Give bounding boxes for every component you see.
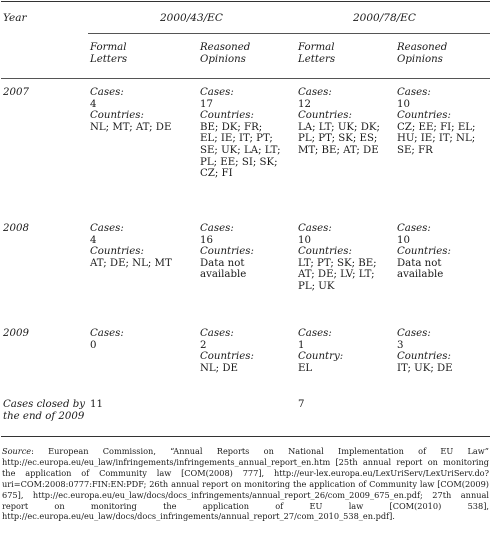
- countries-label: Countries:: [298, 110, 352, 122]
- countries-list-line: PL; EE; SI; SK;: [200, 156, 278, 168]
- table-cell: [90, 328, 124, 351]
- cases-count: 1: [298, 339, 305, 351]
- header-directive-2000-43: 2000/43/EC: [160, 12, 223, 24]
- table-cell: [298, 328, 343, 374]
- header-reasoned-opinions-1: Reasoned Opinions: [200, 42, 251, 65]
- countries-list-line: AT; DE; LV; LT;: [298, 269, 375, 281]
- table-cell: [90, 223, 172, 269]
- cases-label: Cases:: [90, 328, 124, 339]
- header-formal-letters-1: Formal Letters: [90, 42, 128, 65]
- table-cell: [397, 328, 453, 374]
- countries-label: Countries:: [200, 246, 254, 258]
- countries-list-line: AT; DE; NL; MT: [90, 257, 172, 269]
- table-cell: [298, 87, 380, 157]
- cases-label: Cases:: [200, 87, 234, 98]
- countries-list-line: HU; IE; IT; NL;: [397, 133, 476, 145]
- countries-list-line: PL; UK: [298, 280, 335, 292]
- countries-label: Countries:: [90, 246, 144, 258]
- countries-list-line: PL; PT; SK; ES;: [298, 133, 378, 145]
- cases-count: 10: [397, 98, 410, 110]
- countries-list-line: NL; DE: [200, 362, 238, 374]
- header-formal-letters-2: Formal Letters: [298, 42, 336, 65]
- countries-list-line: available: [200, 269, 247, 281]
- table-cell: [200, 87, 281, 180]
- cases-label: Cases:: [90, 87, 124, 98]
- cases-label: Cases:: [397, 87, 431, 98]
- header-rule: [1, 78, 490, 79]
- cases-count: 4: [90, 234, 97, 246]
- row-year: 2007: [3, 87, 29, 98]
- top-rule: [1, 1, 490, 2]
- source-text: : European Commission, “Annual Reports on National Implementation of EU Law” http://ec.europa.eu/eu_law/infringements/infringements_annual_report_en.htm [25th annual report on monitoring the application of Community law [COM(2008) 777], http://eur-lex.europa.eu/LexUriServ/LexUriServ.do?uri=COM:2008:0777:FIN:EN:PDF; 26th annual report on monitoring the application of Community law [COM(2009) 675], http://ec.europa.eu/eu_law/docs/docs_infringements/annual_report_26/com_2009_675_en.pdf; 27th annual report on monitoring the application of EU law [COM(2010) 538], http://ec.europa.eu/eu_law/docs/docs_infringements/annual_report_27/com_2010_538_en.pdf].: [2, 446, 489, 522]
- countries-label: Countries:: [397, 110, 451, 122]
- countries-label: Countries:: [397, 351, 451, 363]
- cases-count: 4: [90, 98, 97, 110]
- row-year: 2008: [3, 223, 29, 234]
- countries-list-line: LT; PT; SK; BE;: [298, 257, 377, 269]
- countries-list-line: BE; DK; FR;: [200, 121, 263, 133]
- row-year: 2009: [3, 328, 29, 339]
- cases-count: 12: [298, 98, 311, 110]
- bottom-rule: [1, 436, 490, 437]
- countries-list-line: LA; LT; UK; DK;: [298, 121, 380, 133]
- table-cell: [90, 87, 171, 133]
- cases-count: 16: [200, 234, 213, 246]
- header-reasoned-opinions-2: Reasoned Opinions: [397, 42, 448, 65]
- cases-label: Cases:: [90, 223, 124, 234]
- cases-label: Cases:: [298, 87, 332, 98]
- closed-value-2000-78: 7: [298, 399, 305, 410]
- countries-list-line: EL; IE; IT; PT;: [200, 133, 273, 145]
- countries-list-line: MT; BE; AT; DE: [298, 144, 379, 156]
- countries-list-line: EL: [298, 362, 313, 374]
- countries-list-line: Data not: [200, 257, 245, 269]
- countries-label: Country:: [298, 351, 344, 363]
- countries-label: Countries:: [397, 246, 451, 258]
- table-cell: [200, 328, 254, 374]
- header-year: Year: [3, 12, 27, 24]
- source-label: Source: [2, 446, 32, 456]
- countries-list-line: available: [397, 269, 444, 281]
- closed-value-2000-43: 11: [90, 399, 103, 410]
- countries-list-line: Data not: [397, 257, 442, 269]
- directive-underline: [88, 33, 490, 34]
- cases-count: 3: [397, 339, 404, 351]
- source-note: [2, 446, 489, 522]
- cases-count: 10: [397, 234, 410, 246]
- cases-count: 0: [90, 339, 97, 351]
- countries-list-line: SE; FR: [397, 144, 433, 156]
- cases-count: 10: [298, 234, 311, 246]
- countries-label: Countries:: [200, 110, 254, 122]
- cases-label: Cases:: [298, 223, 332, 234]
- countries-list-line: CZ; EE; FI; EL;: [397, 121, 476, 133]
- cases-count: 17: [200, 98, 213, 110]
- cases-label: Cases:: [298, 328, 332, 339]
- cases-count: 2: [200, 339, 207, 351]
- cases-label: Cases:: [397, 328, 431, 339]
- countries-list-line: IT; UK; DE: [397, 362, 453, 374]
- table-cell: [298, 223, 377, 293]
- cases-label: Cases:: [200, 223, 234, 234]
- cases-label: Cases:: [397, 223, 431, 234]
- countries-label: Countries:: [298, 246, 352, 258]
- countries-list-line: NL; MT; AT; DE: [90, 121, 172, 133]
- table-cell: [200, 223, 254, 281]
- table-cell: [397, 87, 476, 157]
- cases-label: Cases:: [200, 328, 234, 339]
- countries-list-line: CZ; FI: [200, 168, 233, 180]
- header-directive-2000-78: 2000/78/EC: [353, 12, 416, 24]
- table-cell: [397, 223, 451, 281]
- countries-label: Countries:: [90, 110, 144, 122]
- countries-label: Countries:: [200, 351, 254, 363]
- countries-list-line: SE; UK; LA; LT;: [200, 144, 281, 156]
- closed-label: Cases closed by the end of 2009: [3, 399, 85, 422]
